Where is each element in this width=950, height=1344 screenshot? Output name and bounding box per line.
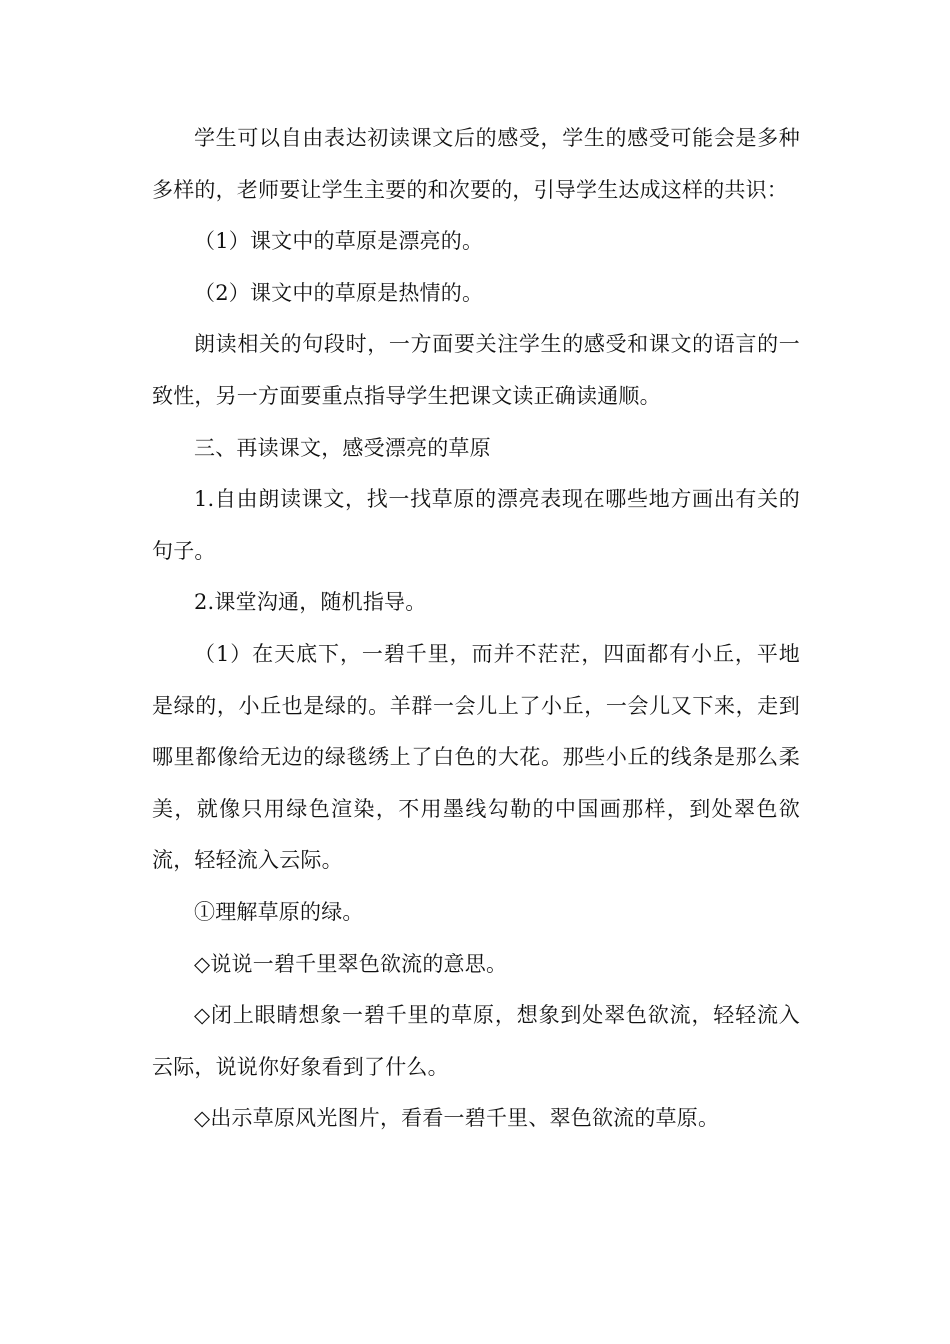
section-heading-reread: 三、再读课文，感受漂亮的草原 [194,435,491,460]
list-item-imagine: ◇闭上眼睛想象一碧千里的草原，想象到处翠色欲流，轻轻流入云际，说说你好象看到了什么。 [152,1003,800,1079]
document-body [152,113,800,1145]
paragraph-understand-green: ①理解草原的绿。 [194,899,364,924]
paragraph-reading-feelings: 学生可以自由表达初读课文后的感受，学生的感受可能会是多种多样的，老师要让学生主要的和次要的，引导学生达成这样的共识： [152,126,800,202]
paragraph-text-excerpt: （1）在天底下，一碧千里，而并不茫茫，四面都有小丘，平地是绿的，小丘也是绿的。羊群一会儿上了小丘，一会儿又下来，走到哪里都像给无边的绿毯绣上了白色的大花。那些小丘的线条是那么柔美，就像只用绿色渲染，不用墨线勾勒的中国画那样，到处翠色欲流，轻轻流入云际。 [152,641,800,873]
paragraph-step-1: 1.自由朗读课文，找一找草原的漂亮表现在哪些地方画出有关的句子。 [152,487,800,563]
paragraph-step-2: 2.课堂沟通，随机指导。 [194,590,427,615]
paragraph-reading-guidance: 朗读相关的句段时，一方面要关注学生的感受和课文的语言的一致性，另一方面要重点指导学生把课文读正确读通顺。 [152,332,800,408]
list-item-show-pictures: ◇出示草原风光图片，看看一碧千里、翠色欲流的草原。 [194,1106,720,1131]
list-item-meaning: ◇说说一碧千里翠色欲流的意思。 [194,951,508,976]
paragraph-point-1: （1）课文中的草原是漂亮的。 [194,229,484,254]
paragraph-point-2: （2）课文中的草原是热情的。 [194,280,484,305]
